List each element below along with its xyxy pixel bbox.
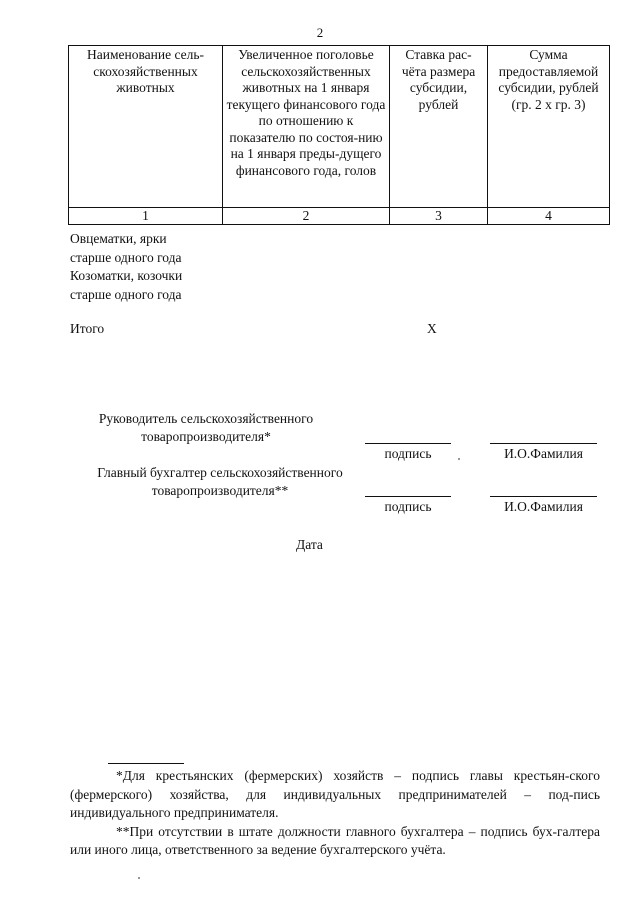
header-rate: Ставка рас-чёта размера субсидии, рублей [390,46,488,208]
footnote-accountant: **При отсутствии в штате должности главного бухгалтера – подпись бух-галтера или иного лица, ответственного за ведение бухгалтерского учёта. [70,823,600,857]
name-caption: И.О.Фамилия [504,499,583,514]
date-label: Дата [296,537,323,552]
column-number: 1 [69,208,223,225]
subsidy-table [68,45,610,225]
signer-title-head [70,410,342,446]
header-livestock-increase: Увеличенное поголовье сельскохозяйственных животных на 1 января текущего финансового года по отношению к показателю по состоя-нию на 1 января преды-дущего финансового года, голов [223,46,390,208]
name-line [490,443,597,444]
name-line [490,496,597,497]
footnote-separator [108,763,184,764]
header-animal-name: Наименование сель-скохозяйственных животных [69,46,223,208]
column-number: 3 [390,208,488,225]
footnote-head: *Для крестьянских (фермерских) хозяйств – подпись главы крестьян-ского (фермерского) хозяйства, для индивидуальных предпринимателей – под-пись индивидуального предпринимателя. [70,768,600,820]
total-mark: Х [427,321,437,336]
total-label: Итого [70,321,105,336]
column-number: 4 [488,208,610,225]
column-number-row [69,208,610,225]
footnotes [70,767,600,860]
row-label-goats: Козоматки, козочки [70,268,183,283]
column-number: 2 [223,208,390,225]
scan-speck [458,458,460,460]
row-label-sheep-age: старше одного года [70,249,182,265]
signer-title-line: товаропроизводителя* [141,429,271,444]
table-header-row [69,46,610,208]
signature-line [365,496,451,497]
signature-caption: подпись [384,499,432,514]
signer-title-line: Главный бухгалтер сельскохозяйственного [97,465,343,480]
animal-rows [70,230,182,304]
signature-caption: подпись [384,446,432,461]
signer-title-line: Руководитель сельскохозяйственного [98,411,314,426]
signature-line [365,443,451,444]
row-label-sheep: Овцематки, ярки [70,231,167,246]
scan-speck [138,877,140,879]
signer-title-accountant [70,464,370,500]
page-number: 2 [316,25,324,40]
signer-title-line: товаропроизводителя** [151,483,289,498]
row-label-goats-age: старше одного года [70,286,182,302]
name-caption: И.О.Фамилия [504,446,583,461]
header-subsidy-amount: Сумма предоставляемой субсидии, рублей (гр. 2 х гр. 3) [488,46,610,208]
